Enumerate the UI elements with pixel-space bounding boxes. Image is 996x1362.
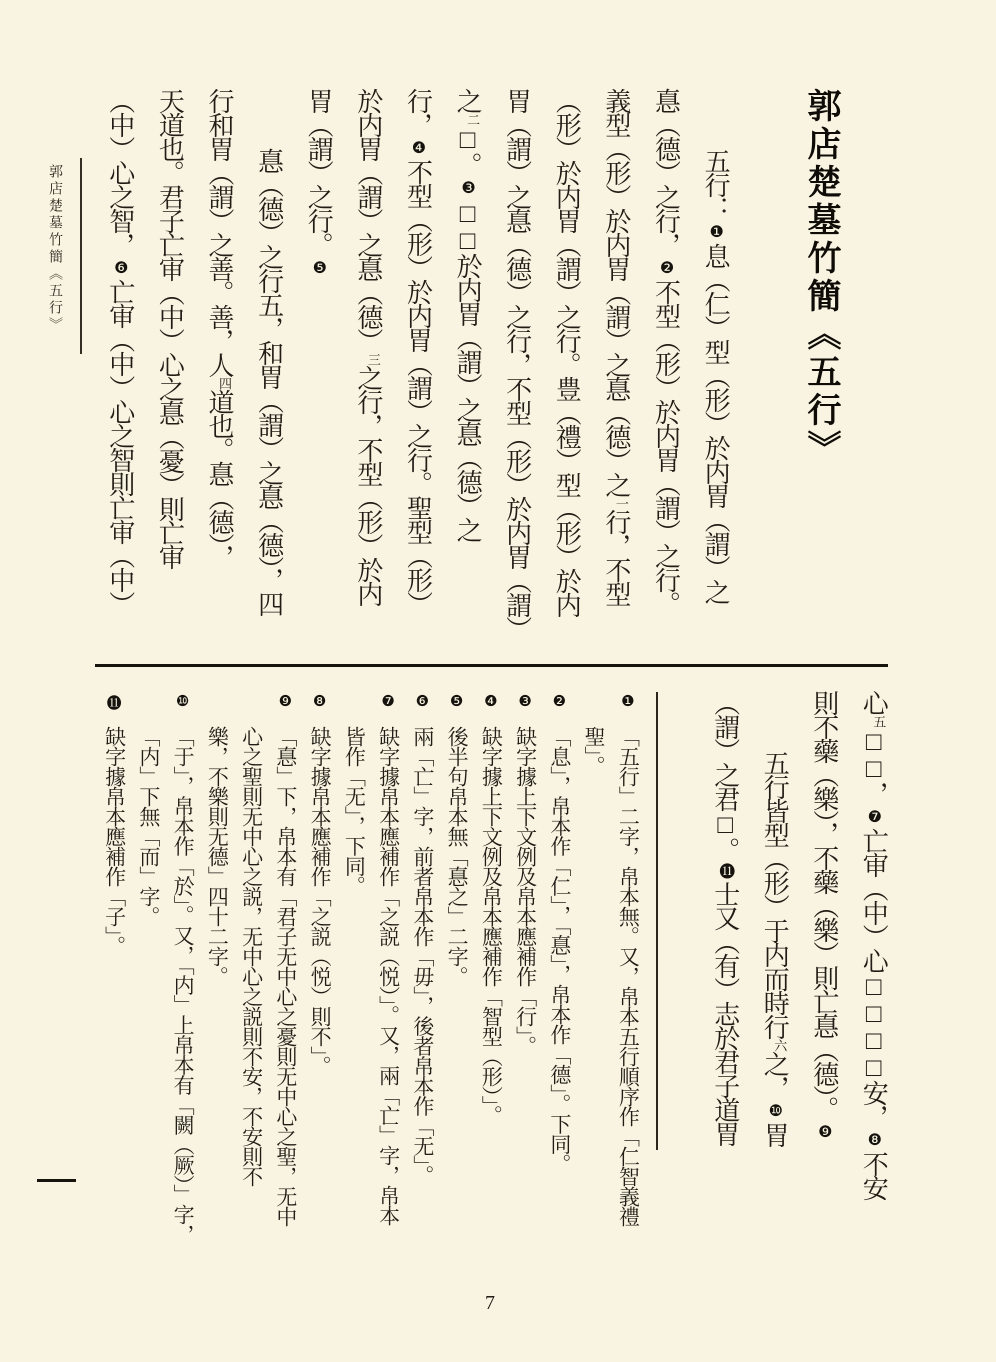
text-column bbox=[145, 88, 195, 666]
text-run: □□於内胃（謂）之惪（德）之 bbox=[453, 199, 483, 541]
text-run: 亡审（中）心之智則亡审（中） bbox=[105, 279, 135, 615]
footnote-column bbox=[200, 692, 234, 1252]
text-run: 胃（謂）之惪（德）之行，不型（形）於内胃（謂） bbox=[502, 88, 532, 640]
vertical-text bbox=[107, 88, 133, 615]
main-text-block bbox=[95, 88, 740, 666]
slip-number: 四 bbox=[217, 377, 233, 388]
footnote-column bbox=[337, 692, 371, 1252]
text-run: 不型（形）於内胃（謂）之行。聖型（形） bbox=[403, 159, 433, 615]
footnote-text: 缺字據帛本應補作「之説（悦）則不」。 bbox=[308, 726, 333, 1076]
text-run: 心 bbox=[859, 690, 889, 714]
footnote-column bbox=[234, 692, 268, 1252]
footnote-column-start bbox=[611, 692, 645, 1252]
footnote-text: 「于」，帛本作「於」。又，「内」上帛本有「闕（厥）」字， bbox=[171, 726, 196, 1244]
footnote-text: 後半句帛本無「惪之」二字。 bbox=[445, 726, 470, 986]
footnote-marker: ❾ bbox=[278, 694, 293, 710]
footnote-text: 樂，不樂則无德」四十二字。 bbox=[205, 726, 230, 986]
slip-number: 五 bbox=[871, 715, 887, 726]
footnote-column-start bbox=[405, 692, 439, 1252]
footnote-marker: ❹ bbox=[409, 138, 427, 157]
footnote-marker: ❶ bbox=[707, 222, 725, 241]
margin-dash bbox=[37, 1179, 76, 1182]
footnote-marker: ⓫ bbox=[106, 696, 122, 712]
slip-number: 六 bbox=[772, 1039, 788, 1050]
main-text-continued-block bbox=[700, 690, 898, 1250]
text-run: （形）於内胃（謂）之行。豊（禮）型（形）於内 bbox=[552, 88, 582, 616]
text-run: 士又（有）志於君子道胃 bbox=[710, 881, 740, 1145]
text-run: 行， bbox=[403, 88, 433, 136]
margin-label: 郭店楚墓竹簡《五行》 bbox=[47, 164, 62, 334]
footnote-marker: ❹ bbox=[484, 694, 498, 710]
vertical-text bbox=[653, 88, 679, 615]
footnote-text: 心之聖則无中心之説，无中心之説則不安，不安則不 bbox=[239, 726, 264, 1186]
vertical-text bbox=[256, 148, 282, 615]
text-run: 惪（德）之行， bbox=[651, 88, 681, 256]
text-run: 於内胃（謂）之惪（德） bbox=[353, 88, 383, 352]
footnote-column bbox=[577, 692, 611, 1252]
footnote-column-start bbox=[508, 692, 542, 1252]
text-column bbox=[492, 88, 542, 666]
text-run: 胃 bbox=[760, 1122, 790, 1146]
footnote-column bbox=[131, 692, 165, 1252]
text-run: □□， bbox=[859, 727, 889, 805]
text-run: 行，不型 bbox=[601, 509, 631, 605]
footnote-marker: ❺ bbox=[449, 694, 464, 710]
footnote-text: 「内」下無「而」字。 bbox=[136, 726, 161, 926]
vertical-text bbox=[859, 690, 889, 1199]
text-run: （中）心之智， bbox=[105, 88, 135, 256]
text-column bbox=[690, 88, 740, 666]
footnote-text: 缺字據帛本應補作「之説（悦）」。又，兩「亡」字，帛本 bbox=[376, 726, 401, 1225]
footnote-marker: ❽ bbox=[312, 694, 327, 710]
footnote-text: 「五行」二字，帛本無。又，帛本五行順序作「仁智義禮 bbox=[616, 726, 641, 1226]
vertical-text bbox=[453, 88, 483, 541]
footnote-marker: ❸ bbox=[459, 178, 477, 197]
text-column bbox=[244, 88, 294, 666]
footnote-column-start bbox=[542, 692, 576, 1252]
footnote-column-start bbox=[268, 692, 302, 1252]
text-run: 亡审（中）心□□□□安， bbox=[859, 828, 889, 1128]
text-run: 息（仁）型（形）於内胃（謂）之 bbox=[701, 243, 731, 603]
text-column bbox=[194, 88, 244, 666]
footnote-column-start bbox=[371, 692, 405, 1252]
vertical-text bbox=[504, 88, 530, 640]
text-column bbox=[700, 690, 750, 1250]
footnote-text: 聖」。 bbox=[582, 726, 607, 776]
footnote-column-start bbox=[474, 692, 508, 1252]
text-column bbox=[750, 690, 800, 1250]
footnote-marker: ❽ bbox=[865, 1130, 883, 1149]
footnote-column-start bbox=[440, 692, 474, 1252]
text-run: 五行： bbox=[701, 148, 731, 220]
text-run: 胃（謂）之行。 bbox=[304, 88, 334, 256]
footnote-marker: ⓫ bbox=[716, 863, 734, 879]
vertical-text bbox=[701, 148, 731, 603]
vertical-text bbox=[811, 690, 837, 1143]
text-run: □。 bbox=[453, 125, 483, 176]
footnotes-block bbox=[97, 692, 645, 1252]
page-title: 郭店楚墓竹簡《五行》 bbox=[802, 88, 839, 468]
text-run: 不型（形）於内胃（謂）之行。 bbox=[651, 279, 681, 615]
footnote-marker: ❿ bbox=[175, 694, 190, 710]
slip-number: 二 bbox=[465, 113, 481, 124]
text-run: 之 bbox=[453, 88, 483, 112]
slip-number: 一 bbox=[613, 497, 629, 508]
footnote-text: 「惪」下，帛本有「君子无中心之憂則无中心之聖，无中 bbox=[273, 726, 298, 1226]
text-column bbox=[393, 88, 443, 666]
footnote-text: 皆作「无」，下同。 bbox=[342, 726, 367, 896]
text-column bbox=[343, 88, 393, 666]
footnote-marker: ❸ bbox=[518, 694, 532, 710]
footnote-divider bbox=[656, 692, 658, 1150]
footnote-marker: ❶ bbox=[621, 694, 635, 710]
text-run: 之行，不型（形）於内 bbox=[353, 365, 383, 605]
margin-rule bbox=[80, 158, 82, 354]
footnote-marker: ❺ bbox=[310, 258, 328, 277]
text-run: 義型（形）於内胃（謂）之惪（德）之 bbox=[601, 88, 631, 496]
text-run: 惪（德）之行五，和胃（謂）之惪（德），四 bbox=[254, 148, 284, 615]
vertical-text bbox=[205, 88, 235, 568]
text-run: 行和胃（謂）之善。善，人 bbox=[205, 88, 235, 376]
footnote-text: 缺字據上下文例及帛本應補作「行」。 bbox=[513, 726, 538, 1056]
vertical-text bbox=[155, 88, 185, 568]
footnote-marker: ❷ bbox=[657, 258, 675, 277]
footnote-marker: ❻ bbox=[415, 694, 430, 710]
text-run: 則不藥（樂），不藥（樂）則亡惪（德）。 bbox=[809, 690, 839, 1120]
footnote-column-start bbox=[97, 692, 131, 1252]
text-run: （謂）之君□。 bbox=[710, 690, 740, 861]
text-column bbox=[442, 88, 492, 666]
vertical-text bbox=[603, 88, 629, 605]
footnote-column-start bbox=[166, 692, 200, 1252]
text-column bbox=[95, 88, 145, 666]
vertical-text bbox=[355, 88, 381, 605]
text-column bbox=[591, 88, 641, 666]
text-column bbox=[799, 690, 849, 1250]
text-column bbox=[293, 88, 343, 666]
vertical-text bbox=[403, 88, 433, 615]
footnote-marker: ❷ bbox=[552, 694, 567, 710]
footnote-marker: ❼ bbox=[381, 694, 395, 710]
footnote-text: 「息」，帛本作「仁」，「惪」，帛本作「德」。下同。 bbox=[547, 726, 572, 1174]
text-run: 天道也。君子亡审（中）心之惪（憂）則亡审 bbox=[155, 88, 185, 568]
text-run: 不安 bbox=[859, 1151, 889, 1199]
vertical-text bbox=[760, 750, 790, 1146]
footnote-text: 兩「亡」字，前者帛本作「毋」，後者帛本作「无」。 bbox=[410, 726, 435, 1185]
page-number: 7 bbox=[485, 1292, 495, 1314]
register-divider bbox=[95, 664, 888, 667]
text-run: 五行皆型（形）于内而時行 bbox=[760, 750, 790, 1038]
footnote-marker: ❿ bbox=[766, 1101, 784, 1120]
vertical-text bbox=[552, 88, 582, 616]
vertical-text bbox=[304, 88, 334, 279]
footnote-marker: ❻ bbox=[111, 258, 129, 277]
footnote-text: 缺字據帛本應補作「子」。 bbox=[102, 726, 127, 956]
slip-number: 三 bbox=[365, 353, 381, 364]
footnote-marker: ❾ bbox=[815, 1122, 833, 1141]
footnote-text: 缺字據上下文例及帛本應補作「智型（形）」。 bbox=[479, 726, 504, 1125]
text-column bbox=[849, 690, 899, 1250]
vertical-text bbox=[712, 690, 738, 1145]
text-run: 之， bbox=[760, 1051, 790, 1099]
footnote-column-start bbox=[303, 692, 337, 1252]
text-column bbox=[541, 88, 591, 666]
footnote-marker: ❼ bbox=[865, 807, 883, 826]
text-run: 道也。惪（德）， bbox=[205, 389, 235, 568]
text-column bbox=[641, 88, 691, 666]
